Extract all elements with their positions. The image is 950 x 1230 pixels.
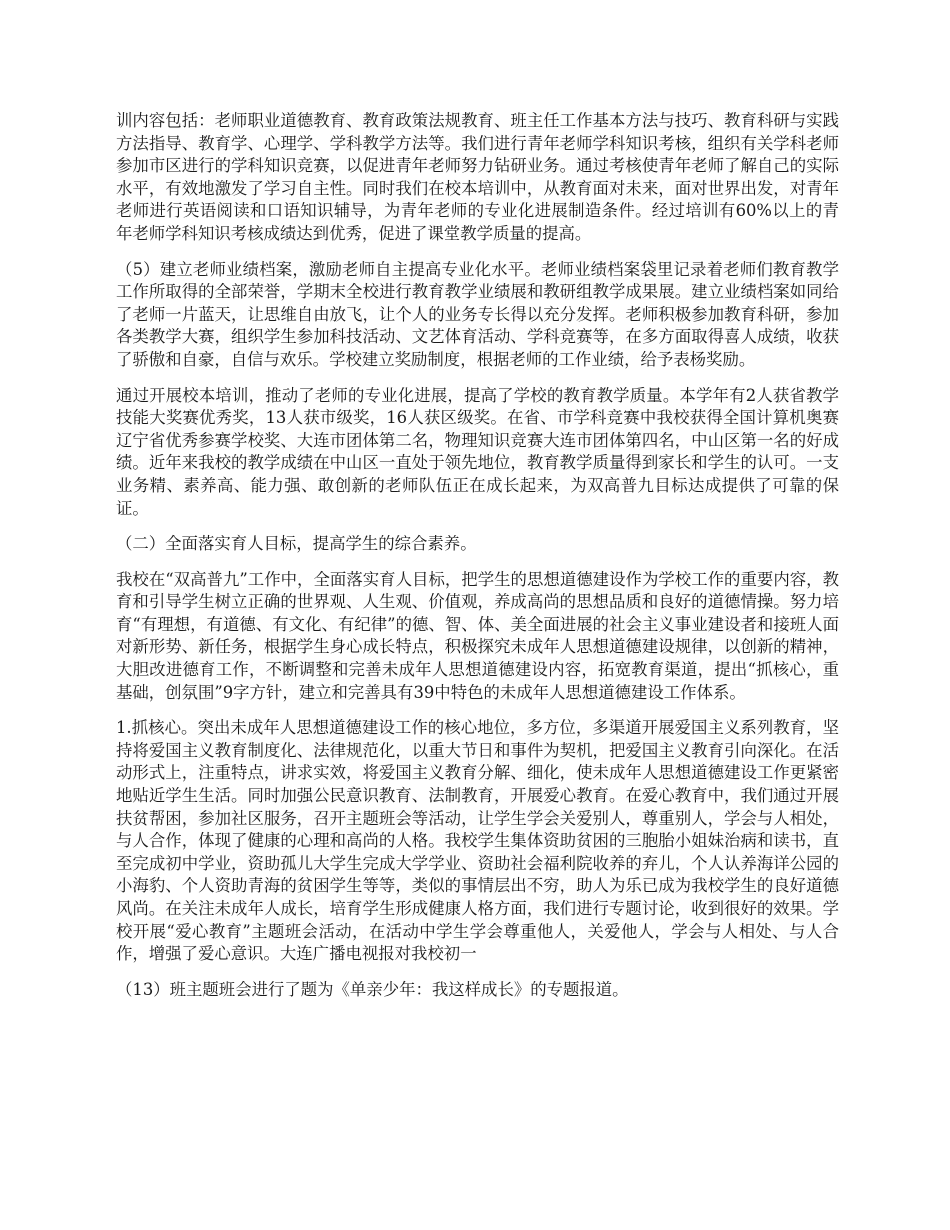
document-body [116,110,839,1014]
paragraph-moral-education-goals: 我校在“双高普九”工作中，全面落实育人目标，把学生的思想道德建设作为学校工作的重要内容，教育和引导学生树立正确的世界观、人生观、价值观，养成高尚的思想品质和良好的道德情操。努力培育“有理想，有道德、有文化、有纪律”的德、智、体、美全面进展的社会主义事业建设者和接班人面对新形势、新任务，根据学生身心成长特点，积极探究未成年人思想道德建设规律，以创新的精神，大胆改进德育工作，不断调整和完善未成年人思想道德建设内容，拓宽教育渠道，提出“抓核心，重基础，创氛围”9字方针，建立和完善具有39中特色的未成年人思想道德建设工作体系。 [116,569,839,702]
paragraph-class-meeting-report: （13）班主题班会进行了题为《单亲少年：我这样成长》的专题报道。 [116,979,629,999]
paragraph-school-based-training-results: 通过开展校本培训，推动了老师的专业化进展，提高了学校的教育教学质量。本学年有2人获省教学技能大奖赛优秀奖，13人获市级奖，16人获区级奖。在省、市学科竞赛中我校获得全国计算机奥赛辽宁省优秀参赛学校奖、大连市团体第二名，物理知识竞赛大连市团体第四名，中山区第一名的好成绩。近年来我校的教学成绩在中山区一直处于领先地位，教育教学质量得到家长和学生的认可。一支业务精、素养高、能力强、敢创新的老师队伍正在成长起来，为双高普九目标达成提供了可靠的保证。 [116,385,839,518]
paragraph-teacher-training-content: 训内容包括：老师职业道德教育、教育政策法规教育、班主任工作基本方法与技巧、教育科研与实践方法指导、教育学、心理学、学科教学方法等。我们进行青年老师学科知识考核，组织有关学科老师参加市区进行的学科知识竞赛，以促进青年老师努力钻研业务。通过考核使青年老师了解自己的实际水平，有效地激发了学习自主性。同时我们在校本培训中，从教育面对未来，面对世界出发，对青年老师进行英语阅读和口语知识辅导，为青年老师的专业化进展制造条件。经过培训有60%以上的青年老师学科知识考核成绩达到优秀，促进了课堂教学质量的提高。 [116,111,839,243]
paragraph-teacher-achievement-archive: （5）建立老师业绩档案，激励老师自主提高专业化水平。老师业绩档案袋里记录着老师们教育教学工作所取得的全部荣誉，学期末全校进行教育教学业绩展和教研组教学成果展。建立业绩档案如同给了老师一片蓝天，让思维自由放飞，让个人的业务专长得以充分发挥。老师积极参加教育科研，参加各类教学大赛，组织学生参加科技活动、文艺体育活动、学科竞赛等，在多方面取得喜人成绩，收获了骄傲和自豪，自信与欢乐。学校建立奖励制度，根据老师的工作业绩，给予表杨奖励。 [116,259,839,369]
section-heading-student-education: （二）全面落实育人目标，提高学生的综合素养。 [116,534,477,554]
paragraph-grasp-the-core: 1.抓核心。突出未成年人思想道德建设工作的核心地位，多方位，多渠道开展爱国主义系列教育，坚持将爱国主义教育制度化、法律规范化，以重大节日和事件为契机，把爱国主义教育引向深化。在活动形式上，注重特点，讲求实效，将爱国主义教育分解、细化，使未成年人思想道德建设工作更紧密地贴近学生生活。同时加强公民意识教育、法制教育，开展爱心教育。在爱心教育中，我们通过开展扶贫帮困，参加社区服务，召开主题班会等活动，让学生学会关爱别人，尊重别人，学会与人相处，与人合作，体现了健康的心理和高尚的人格。我校学生集体资助贫困的三胞胎小姐妹治病和读书，直至完成初中学业，资助孤儿大学生完成大学学业、资助社会福利院收养的弃儿，个人认养海详公园的小海豹、个人资助青海的贫困学生等等，类似的事情层出不穷，助人为乐已成为我校学生的良好道德风尚。在关注未成年人成长，培育学生形成健康人格方面，我们进行专题讨论，收到很好的效果。学校开展“爱心教育”主题班会活动，在活动中学生学会尊重他人，关爱他人，学会与人相处、与人合作，增强了爱心意识。大连广播电视报对我校初一 [116,718,839,964]
